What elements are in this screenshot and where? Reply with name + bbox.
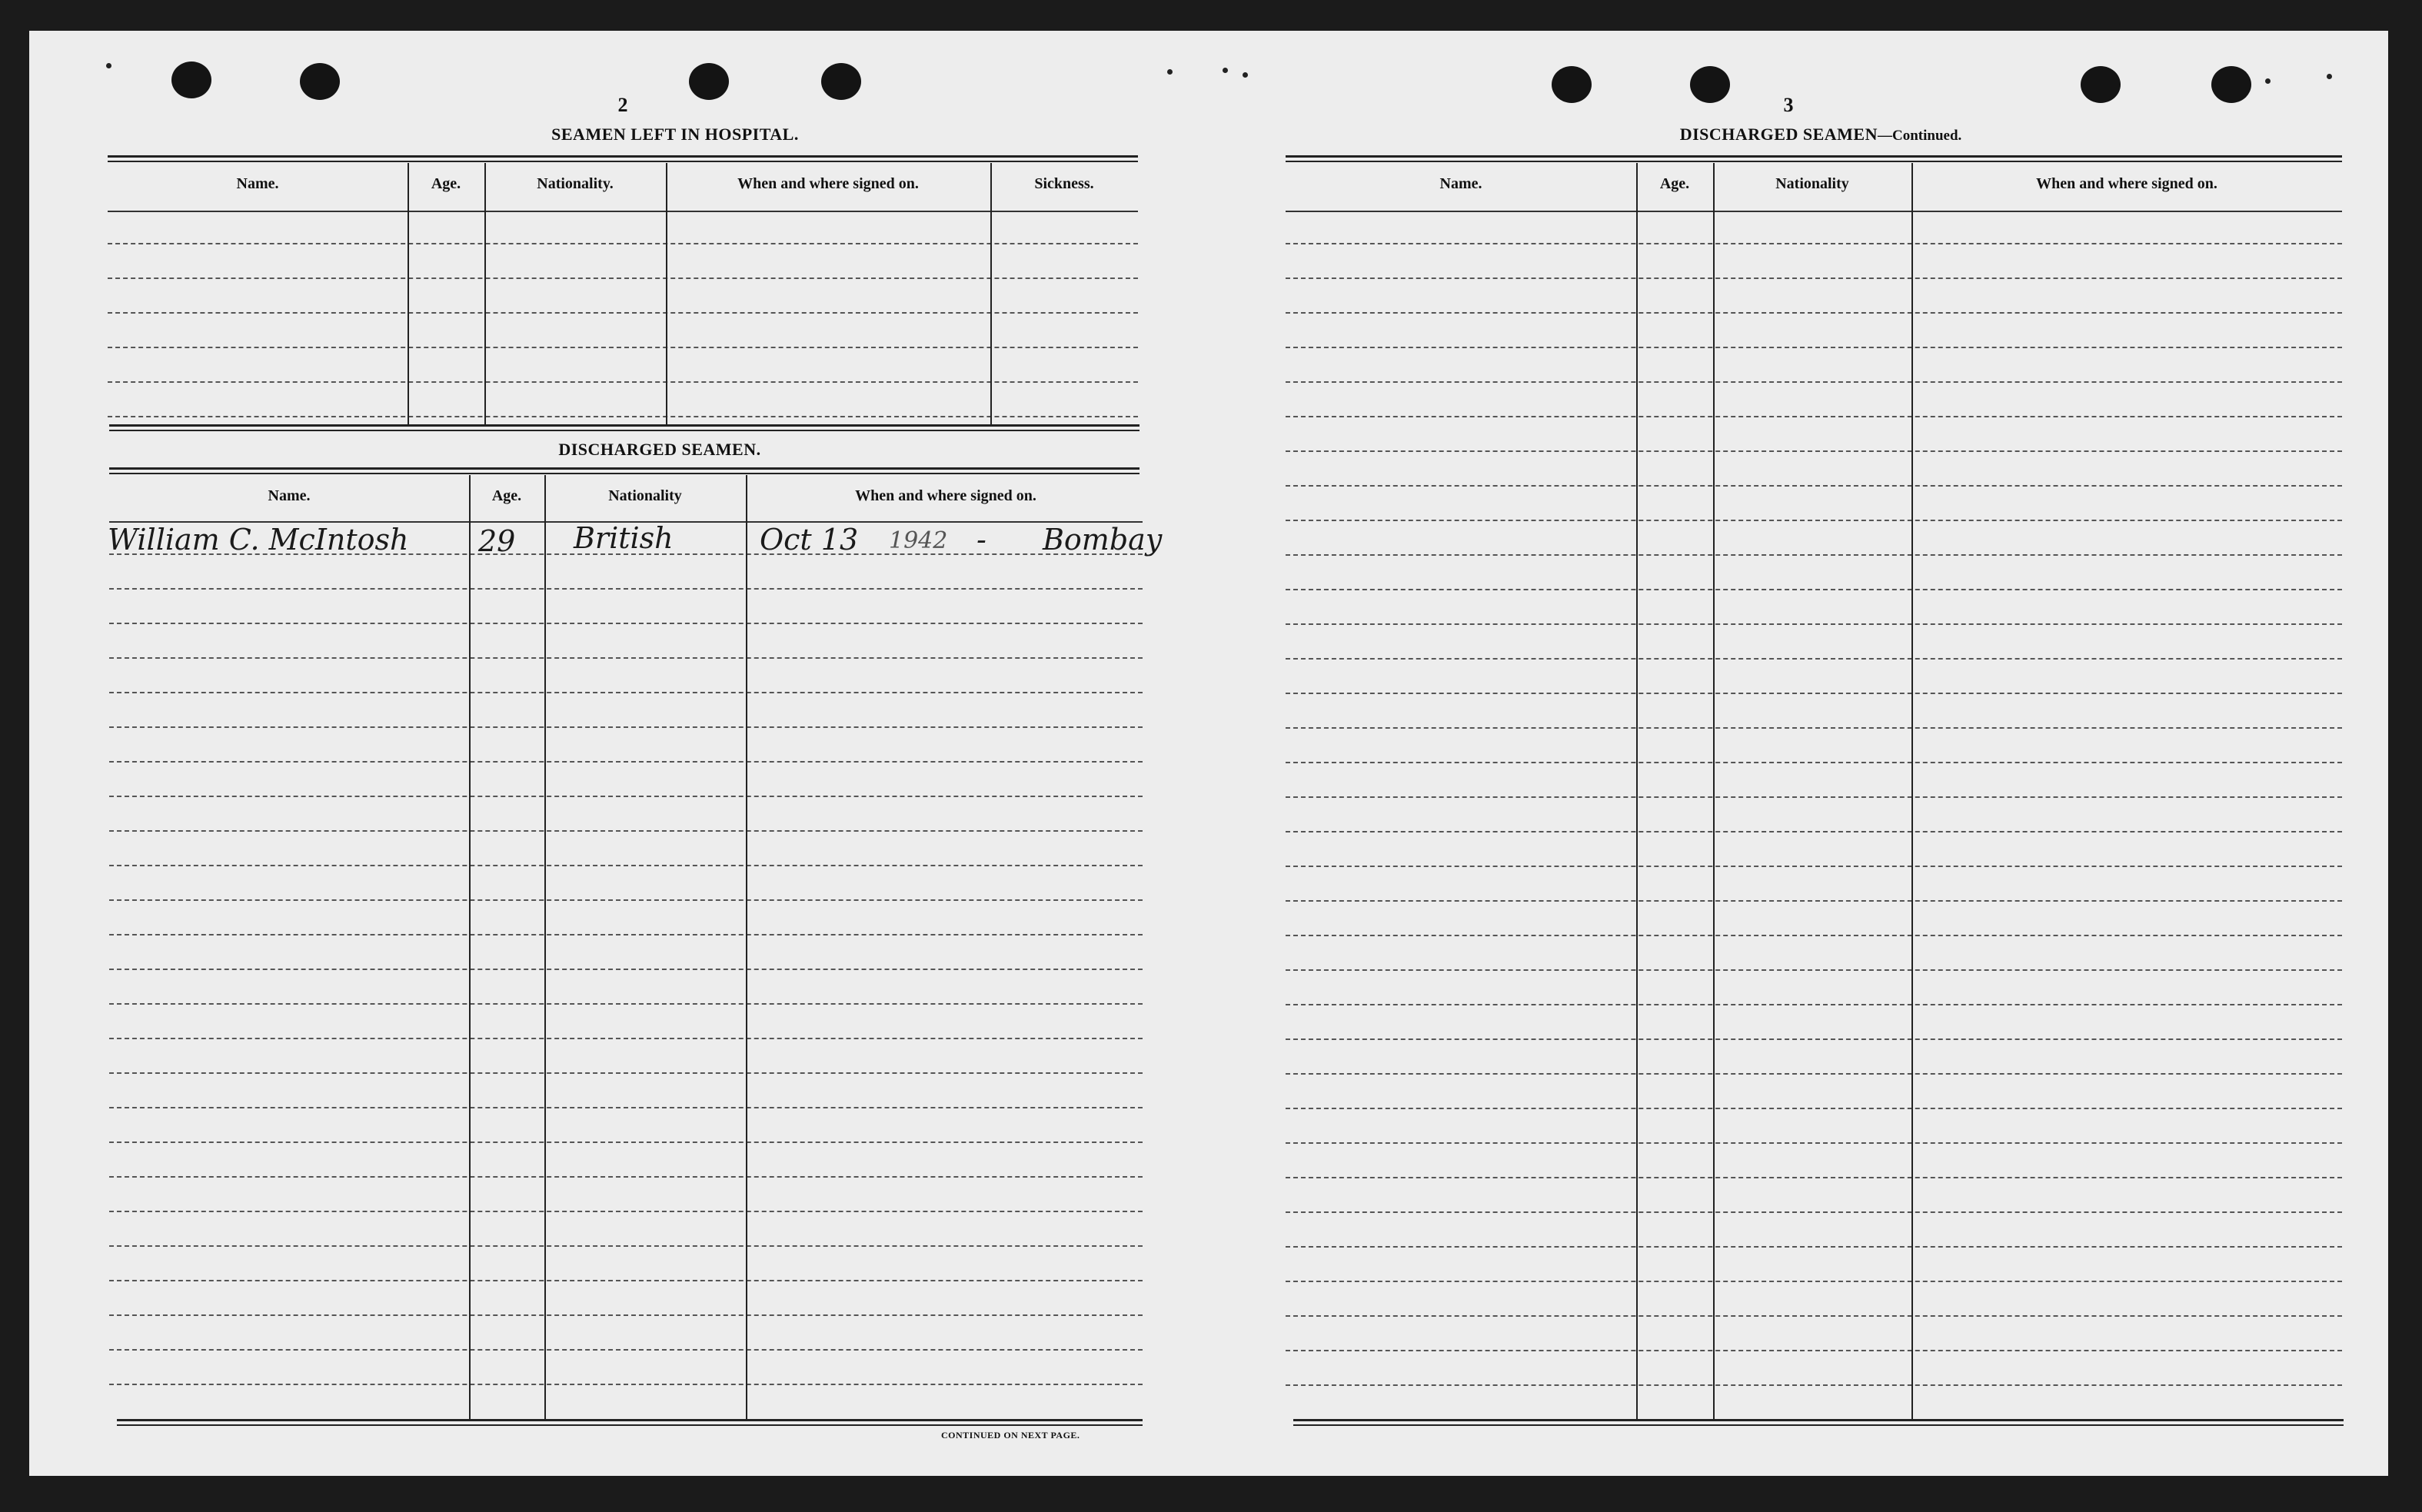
hospital-section-title: SEAMEN LEFT IN HOSPITAL. bbox=[551, 125, 799, 144]
ruled-line bbox=[1286, 450, 2342, 452]
discharged-col-age: Age. bbox=[491, 487, 522, 504]
hospital-col-divider bbox=[990, 163, 992, 426]
ruled-line bbox=[109, 1384, 1143, 1385]
ruled-line bbox=[1286, 1142, 2342, 1144]
right-title-main: DISCHARGED SEAMEN bbox=[1679, 125, 1878, 144]
ruled-line bbox=[1286, 831, 2342, 832]
hospital-col-name: Name. bbox=[236, 175, 279, 192]
ruled-line bbox=[108, 381, 1138, 383]
hospital-col-divider bbox=[408, 163, 409, 426]
discharged-top-rule bbox=[109, 467, 1139, 474]
ruled-line bbox=[1286, 554, 2342, 556]
ruled-line bbox=[109, 588, 1143, 590]
ruled-line bbox=[1286, 1211, 2342, 1213]
discharged-bottom-rule bbox=[117, 1419, 1143, 1426]
right-col-nationality: Nationality bbox=[1775, 175, 1849, 192]
ruled-line bbox=[1286, 969, 2342, 971]
ruled-line bbox=[1286, 727, 2342, 729]
ruled-line bbox=[1286, 900, 2342, 902]
ruled-line bbox=[1286, 1073, 2342, 1075]
ruled-line bbox=[1286, 935, 2342, 936]
hospital-col-age: Age. bbox=[431, 175, 461, 192]
ruled-line bbox=[1286, 1177, 2342, 1178]
ruled-line bbox=[109, 726, 1143, 728]
ruled-line bbox=[108, 243, 1138, 244]
ruled-line bbox=[108, 347, 1138, 348]
ruled-line bbox=[1286, 1315, 2342, 1317]
ruled-line bbox=[1286, 1038, 2342, 1040]
ink-speck bbox=[2327, 74, 2332, 79]
punch-hole bbox=[821, 63, 861, 100]
entry-nationality: British bbox=[574, 521, 674, 555]
ink-speck bbox=[2265, 78, 2271, 84]
ruled-line bbox=[109, 969, 1143, 970]
ink-speck bbox=[1167, 69, 1173, 75]
right-section-title bbox=[1559, 125, 2082, 145]
ruled-line bbox=[1286, 347, 2342, 348]
ruled-line bbox=[108, 312, 1138, 314]
right-bottom-rule bbox=[1293, 1419, 2344, 1426]
ruled-line bbox=[1286, 796, 2342, 798]
ruled-line bbox=[1286, 312, 2342, 314]
hospital-col-sickness: Sickness. bbox=[1034, 175, 1094, 192]
punch-hole bbox=[2081, 66, 2121, 103]
right-page-number: 3 bbox=[1783, 94, 1794, 116]
left-page-number: 2 bbox=[617, 94, 628, 116]
punch-hole bbox=[689, 63, 729, 100]
discharged-section-title: DISCHARGED SEAMEN. bbox=[558, 440, 761, 459]
hospital-header-rule bbox=[108, 211, 1138, 212]
right-col-signed-on: When and where signed on. bbox=[2036, 175, 2217, 192]
ruled-line bbox=[1286, 762, 2342, 763]
ruled-line bbox=[109, 830, 1143, 832]
hospital-col-signed-on: When and where signed on. bbox=[737, 175, 919, 192]
ruled-line bbox=[109, 1211, 1143, 1212]
ruled-line bbox=[109, 899, 1143, 901]
right-col-age: Age. bbox=[1659, 175, 1690, 192]
entry-year: 1942 bbox=[889, 527, 948, 554]
ruled-line bbox=[1286, 1108, 2342, 1109]
ink-speck bbox=[1243, 72, 1248, 78]
discharged-col-divider bbox=[544, 475, 546, 1419]
ruled-line bbox=[1286, 381, 2342, 383]
discharged-col-nationality: Nationality bbox=[608, 487, 682, 504]
ruled-line bbox=[1286, 243, 2342, 244]
ruled-line bbox=[1286, 623, 2342, 625]
hospital-col-nationality: Nationality. bbox=[537, 175, 614, 192]
ruled-line bbox=[1286, 416, 2342, 417]
ruled-line bbox=[109, 796, 1143, 797]
ruled-line bbox=[1286, 866, 2342, 867]
ruled-line bbox=[1286, 1384, 2342, 1386]
ruled-line bbox=[1286, 520, 2342, 521]
ruled-line bbox=[109, 657, 1143, 659]
entry-name: William C. McIntosh bbox=[108, 523, 409, 557]
ruled-line bbox=[109, 623, 1143, 624]
ruled-line bbox=[109, 1349, 1143, 1351]
right-title-suffix: —Continued. bbox=[1877, 128, 1962, 144]
right-top-rule bbox=[1286, 155, 2342, 162]
hospital-col-divider bbox=[666, 163, 667, 426]
ruled-line bbox=[1286, 485, 2342, 487]
ruled-line bbox=[1286, 1350, 2342, 1351]
ruled-line bbox=[109, 865, 1143, 866]
ruled-line bbox=[109, 761, 1143, 763]
ruled-line bbox=[109, 1245, 1143, 1247]
entry-age: 29 bbox=[478, 524, 516, 558]
right-col-divider bbox=[1713, 163, 1715, 1421]
ruled-line bbox=[109, 1176, 1143, 1178]
entry-date: Oct 13 bbox=[760, 523, 859, 557]
discharged-col-name: Name. bbox=[268, 487, 311, 504]
ruled-line bbox=[109, 1107, 1143, 1108]
punch-hole bbox=[1552, 66, 1592, 103]
entry-separator: - bbox=[976, 523, 986, 557]
hospital-top-rule bbox=[108, 155, 1138, 162]
punch-hole bbox=[1690, 66, 1730, 103]
ledger-sheet bbox=[29, 31, 2388, 1476]
right-col-divider bbox=[1911, 163, 1913, 1421]
punch-hole bbox=[300, 63, 340, 100]
ruled-line bbox=[109, 1038, 1143, 1039]
right-col-divider bbox=[1636, 163, 1638, 1421]
ruled-line bbox=[109, 1141, 1143, 1143]
ruled-line bbox=[108, 416, 1138, 417]
ink-speck bbox=[1223, 68, 1228, 73]
ruled-line bbox=[109, 1003, 1143, 1005]
ruled-line bbox=[109, 1314, 1143, 1316]
ruled-line bbox=[1286, 1281, 2342, 1282]
ruled-line bbox=[109, 692, 1143, 693]
hospital-bottom-rule bbox=[109, 424, 1139, 431]
ruled-line bbox=[1286, 1004, 2342, 1005]
ruled-line bbox=[1286, 589, 2342, 590]
ruled-line bbox=[1286, 277, 2342, 279]
ruled-line bbox=[109, 1072, 1143, 1074]
ruled-line bbox=[1286, 658, 2342, 660]
punch-hole bbox=[2211, 66, 2251, 103]
continued-note: CONTINUED ON NEXT PAGE. bbox=[941, 1430, 1080, 1441]
ruled-line bbox=[109, 1280, 1143, 1281]
ruled-line bbox=[1286, 693, 2342, 694]
entry-place: Bombay bbox=[1043, 523, 1163, 557]
discharged-col-divider bbox=[746, 475, 747, 1419]
ruled-line bbox=[108, 277, 1138, 279]
discharged-col-signed-on: When and where signed on. bbox=[855, 487, 1036, 504]
hospital-col-divider bbox=[484, 163, 486, 426]
ruled-line bbox=[1286, 1246, 2342, 1248]
right-col-name: Name. bbox=[1439, 175, 1482, 192]
ink-speck bbox=[106, 63, 111, 68]
ruled-line bbox=[109, 934, 1143, 935]
discharged-col-divider bbox=[469, 475, 471, 1419]
right-header-rule bbox=[1286, 211, 2342, 212]
punch-hole bbox=[171, 61, 211, 98]
